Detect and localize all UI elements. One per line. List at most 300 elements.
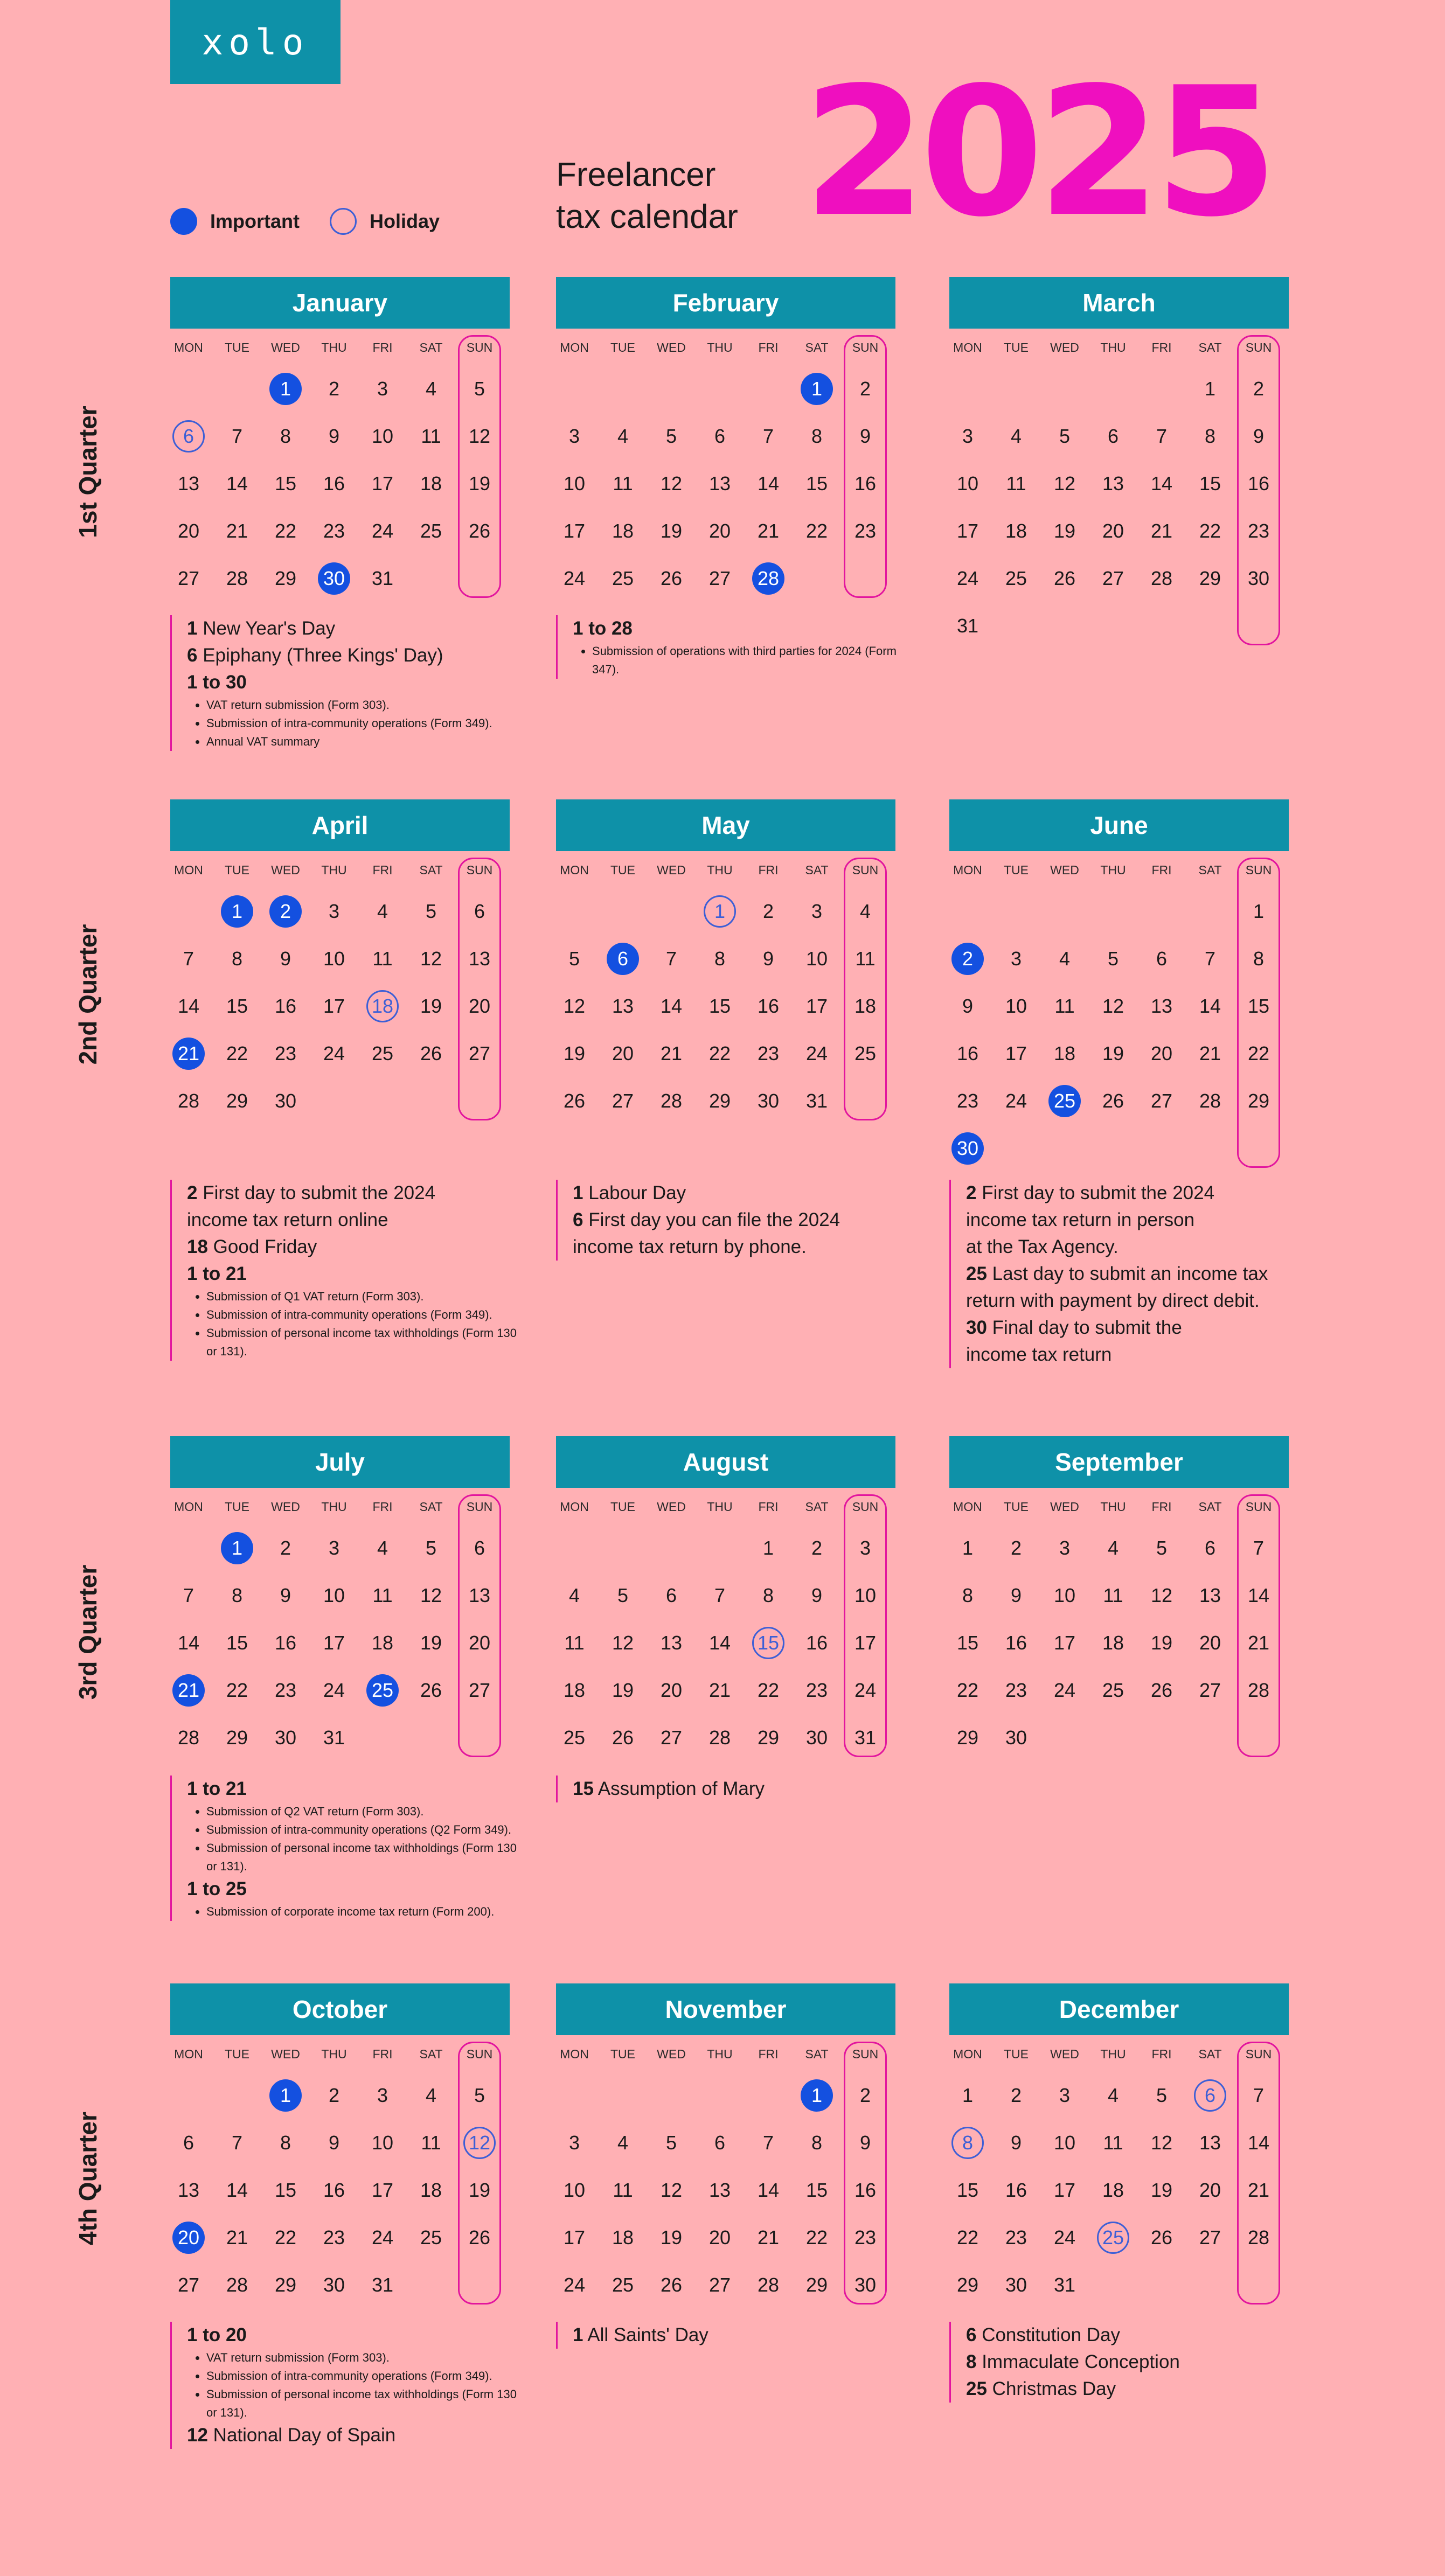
day-cell[interactable]: 27 [612,1090,634,1112]
day-cell[interactable]: 15 [805,2179,828,2201]
day-cell[interactable]: 24 [323,1042,345,1064]
day-cell[interactable]: 6 [1204,1537,1216,1559]
day-cell[interactable]: 17 [563,2226,586,2248]
day-cell[interactable]: 23 [1005,1679,1027,1701]
day-cell[interactable]: 22 [274,520,297,542]
day-cell[interactable]: 23 [323,520,345,542]
day-cell[interactable]: 20 [468,1632,491,1654]
day-cell[interactable]: 2 [1010,1537,1022,1559]
day-cell[interactable]: 7 [762,425,774,447]
day-cell[interactable]: 24 [371,2226,394,2248]
day-cell[interactable]: 4 [1059,948,1071,970]
day-cell[interactable]: 20 [1199,1632,1221,1654]
day-cell[interactable]: 9 [962,995,974,1017]
day-cell[interactable]: 21 [757,2226,780,2248]
day-cell[interactable]: 28 [177,1090,200,1112]
day-cell[interactable]: 2 [762,900,774,922]
day-cell[interactable]: 2 [859,378,871,400]
day-cell[interactable]: 14 [226,472,248,495]
day-cell[interactable]: 14 [177,995,200,1017]
day-cell[interactable]: 29 [805,2274,828,2296]
day-cell[interactable]: 21 [226,2226,248,2248]
day-cell[interactable]: 8 [762,1584,774,1606]
day-cell[interactable]: 4 [1107,1537,1119,1559]
day-cell[interactable]: 10 [371,2132,394,2154]
day-cell[interactable]: 10 [563,472,586,495]
day-cell[interactable]: 9 [280,948,291,970]
day-cell[interactable]: 16 [1005,1632,1027,1654]
day-cell[interactable]: 15 [226,995,248,1017]
holiday-day-cell[interactable]: 6 [1194,2079,1226,2112]
day-cell[interactable]: 6 [1107,425,1119,447]
day-cell[interactable]: 3 [568,2132,580,2154]
day-cell[interactable]: 22 [956,1679,979,1701]
day-cell[interactable]: 11 [372,1584,393,1606]
day-cell[interactable]: 5 [1059,425,1071,447]
day-cell[interactable]: 13 [1199,2132,1221,2154]
day-cell[interactable]: 17 [323,1632,345,1654]
day-cell[interactable]: 8 [280,425,291,447]
day-cell[interactable]: 16 [757,995,780,1017]
day-cell[interactable]: 28 [177,1726,200,1749]
day-cell[interactable]: 30 [805,1726,828,1749]
day-cell[interactable]: 19 [563,1042,586,1064]
day-cell[interactable]: 9 [328,2132,340,2154]
day-cell[interactable]: 10 [323,1584,345,1606]
day-cell[interactable]: 21 [1150,520,1173,542]
day-cell[interactable]: 3 [1059,2084,1071,2106]
important-day-cell[interactable]: 6 [607,943,639,975]
day-cell[interactable]: 3 [1010,948,1022,970]
day-cell[interactable]: 25 [420,520,442,542]
day-cell[interactable]: 18 [420,472,442,495]
day-cell[interactable]: 20 [612,1042,634,1064]
holiday-day-cell[interactable]: 8 [951,2127,984,2159]
day-cell[interactable]: 23 [1005,2226,1027,2248]
day-cell[interactable]: 17 [371,2179,394,2201]
day-cell[interactable]: 14 [1247,2132,1270,2154]
day-cell[interactable]: 31 [371,567,394,589]
day-cell[interactable]: 2 [859,2084,871,2106]
day-cell[interactable]: 3 [811,900,823,922]
day-cell[interactable]: 24 [563,567,586,589]
day-cell[interactable]: 13 [1199,1584,1221,1606]
day-cell[interactable]: 17 [1053,1632,1076,1654]
day-cell[interactable]: 13 [468,1584,491,1606]
day-cell[interactable]: 23 [274,1679,297,1701]
day-cell[interactable]: 5 [568,948,580,970]
day-cell[interactable]: 17 [1053,2179,1076,2201]
day-cell[interactable]: 25 [1102,1679,1124,1701]
day-cell[interactable]: 5 [1156,2084,1168,2106]
day-cell[interactable]: 11 [1006,472,1026,495]
day-cell[interactable]: 16 [323,2179,345,2201]
important-day-cell[interactable]: 1 [221,895,253,928]
day-cell[interactable]: 12 [420,948,442,970]
important-day-cell[interactable]: 1 [801,373,833,405]
day-cell[interactable]: 24 [1053,1679,1076,1701]
day-cell[interactable]: 7 [714,1584,726,1606]
day-cell[interactable]: 26 [660,2274,683,2296]
day-cell[interactable]: 31 [854,1726,877,1749]
day-cell[interactable]: 10 [371,425,394,447]
day-cell[interactable]: 27 [1199,1679,1221,1701]
day-cell[interactable]: 9 [1253,425,1265,447]
day-cell[interactable]: 11 [372,948,393,970]
day-cell[interactable]: 6 [474,900,485,922]
day-cell[interactable]: 5 [617,1584,629,1606]
day-cell[interactable]: 21 [1247,1632,1270,1654]
day-cell[interactable]: 28 [708,1726,731,1749]
day-cell[interactable]: 24 [323,1679,345,1701]
day-cell[interactable]: 19 [420,1632,442,1654]
day-cell[interactable]: 7 [183,1584,194,1606]
day-cell[interactable]: 17 [1005,1042,1027,1064]
day-cell[interactable]: 14 [1247,1584,1270,1606]
day-cell[interactable]: 14 [226,2179,248,2201]
day-cell[interactable]: 30 [854,2274,877,2296]
day-cell[interactable]: 31 [805,1090,828,1112]
day-cell[interactable]: 20 [177,520,200,542]
day-cell[interactable]: 25 [563,1726,586,1749]
day-cell[interactable]: 15 [226,1632,248,1654]
day-cell[interactable]: 14 [1199,995,1221,1017]
day-cell[interactable]: 30 [274,1726,297,1749]
day-cell[interactable]: 22 [805,2226,828,2248]
day-cell[interactable]: 14 [177,1632,200,1654]
day-cell[interactable]: 18 [371,1632,394,1654]
day-cell[interactable]: 27 [177,2274,200,2296]
day-cell[interactable]: 21 [1199,1042,1221,1064]
day-cell[interactable]: 2 [1010,2084,1022,2106]
day-cell[interactable]: 18 [1005,520,1027,542]
day-cell[interactable]: 2 [328,2084,340,2106]
day-cell[interactable]: 17 [805,995,828,1017]
day-cell[interactable]: 23 [956,1090,979,1112]
day-cell[interactable]: 15 [956,2179,979,2201]
important-day-cell[interactable]: 1 [801,2079,833,2112]
day-cell[interactable]: 29 [1247,1090,1270,1112]
day-cell[interactable]: 3 [568,425,580,447]
day-cell[interactable]: 10 [1005,995,1027,1017]
day-cell[interactable]: 24 [371,520,394,542]
day-cell[interactable]: 6 [1156,948,1168,970]
xolo-logo[interactable]: xolo [170,0,341,84]
day-cell[interactable]: 16 [805,1632,828,1654]
day-cell[interactable]: 6 [714,2132,726,2154]
day-cell[interactable]: 3 [377,2084,388,2106]
day-cell[interactable]: 28 [757,2274,780,2296]
important-day-cell[interactable]: 2 [951,943,984,975]
day-cell[interactable]: 7 [231,425,243,447]
day-cell[interactable]: 17 [371,472,394,495]
day-cell[interactable]: 11 [613,472,633,495]
day-cell[interactable]: 18 [612,520,634,542]
day-cell[interactable]: 2 [328,378,340,400]
day-cell[interactable]: 24 [956,567,979,589]
day-cell[interactable]: 8 [231,948,243,970]
day-cell[interactable]: 8 [811,425,823,447]
day-cell[interactable]: 29 [274,2274,297,2296]
day-cell[interactable]: 10 [323,948,345,970]
day-cell[interactable]: 15 [805,472,828,495]
day-cell[interactable]: 17 [854,1632,877,1654]
day-cell[interactable]: 25 [1005,567,1027,589]
day-cell[interactable]: 28 [660,1090,683,1112]
day-cell[interactable]: 5 [1107,948,1119,970]
day-cell[interactable]: 9 [1010,1584,1022,1606]
day-cell[interactable]: 2 [811,1537,823,1559]
important-day-cell[interactable]: 20 [172,2222,205,2254]
day-cell[interactable]: 19 [660,520,683,542]
day-cell[interactable]: 14 [660,995,683,1017]
day-cell[interactable]: 26 [468,520,491,542]
day-cell[interactable]: 15 [274,472,297,495]
day-cell[interactable]: 9 [280,1584,291,1606]
day-cell[interactable]: 14 [1150,472,1173,495]
day-cell[interactable]: 25 [420,2226,442,2248]
day-cell[interactable]: 10 [956,472,979,495]
day-cell[interactable]: 27 [468,1679,491,1701]
day-cell[interactable]: 9 [1010,2132,1022,2154]
day-cell[interactable]: 10 [563,2179,586,2201]
day-cell[interactable]: 3 [1059,1537,1071,1559]
holiday-day-cell[interactable]: 18 [366,990,399,1022]
important-day-cell[interactable]: 21 [172,1674,205,1707]
day-cell[interactable]: 16 [854,472,877,495]
day-cell[interactable]: 8 [1253,948,1265,970]
day-cell[interactable]: 26 [1102,1090,1124,1112]
day-cell[interactable]: 28 [226,567,248,589]
day-cell[interactable]: 23 [323,2226,345,2248]
day-cell[interactable]: 4 [377,900,388,922]
day-cell[interactable]: 19 [612,1679,634,1701]
day-cell[interactable]: 30 [1247,567,1270,589]
holiday-day-cell[interactable]: 6 [172,420,205,452]
day-cell[interactable]: 4 [568,1584,580,1606]
day-cell[interactable]: 11 [421,2132,441,2154]
day-cell[interactable]: 4 [1010,425,1022,447]
day-cell[interactable]: 5 [474,378,485,400]
day-cell[interactable]: 23 [274,1042,297,1064]
day-cell[interactable]: 25 [612,2274,634,2296]
day-cell[interactable]: 6 [183,2132,194,2154]
day-cell[interactable]: 11 [1103,1584,1123,1606]
day-cell[interactable]: 20 [708,520,731,542]
day-cell[interactable]: 12 [468,425,491,447]
day-cell[interactable]: 11 [1054,995,1075,1017]
day-cell[interactable]: 13 [177,2179,200,2201]
day-cell[interactable]: 9 [328,425,340,447]
day-cell[interactable]: 14 [757,2179,780,2201]
day-cell[interactable]: 5 [425,1537,437,1559]
day-cell[interactable]: 4 [425,2084,437,2106]
day-cell[interactable]: 20 [708,2226,731,2248]
day-cell[interactable]: 15 [1199,472,1221,495]
day-cell[interactable]: 18 [1053,1042,1076,1064]
day-cell[interactable]: 18 [420,2179,442,2201]
day-cell[interactable]: 11 [613,2179,633,2201]
day-cell[interactable]: 25 [612,567,634,589]
day-cell[interactable]: 27 [708,567,731,589]
day-cell[interactable]: 27 [660,1726,683,1749]
day-cell[interactable]: 1 [1253,900,1265,922]
day-cell[interactable]: 19 [1102,1042,1124,1064]
day-cell[interactable]: 7 [665,948,677,970]
day-cell[interactable]: 30 [274,1090,297,1112]
day-cell[interactable]: 15 [956,1632,979,1654]
day-cell[interactable]: 21 [660,1042,683,1064]
day-cell[interactable]: 26 [660,567,683,589]
day-cell[interactable]: 20 [1199,2179,1221,2201]
day-cell[interactable]: 28 [1247,2226,1270,2248]
day-cell[interactable]: 21 [757,520,780,542]
day-cell[interactable]: 13 [612,995,634,1017]
day-cell[interactable]: 11 [564,1632,585,1654]
day-cell[interactable]: 16 [274,995,297,1017]
day-cell[interactable]: 13 [708,2179,731,2201]
day-cell[interactable]: 30 [323,2274,345,2296]
day-cell[interactable]: 28 [1150,567,1173,589]
day-cell[interactable]: 25 [371,1042,394,1064]
day-cell[interactable]: 26 [420,1042,442,1064]
important-day-cell[interactable]: 25 [366,1674,399,1707]
day-cell[interactable]: 4 [617,425,629,447]
day-cell[interactable]: 29 [956,2274,979,2296]
day-cell[interactable]: 8 [280,2132,291,2154]
day-cell[interactable]: 7 [1156,425,1168,447]
day-cell[interactable]: 10 [1053,2132,1076,2154]
day-cell[interactable]: 28 [1247,1679,1270,1701]
important-day-cell[interactable]: 1 [269,373,302,405]
day-cell[interactable]: 13 [1102,472,1124,495]
day-cell[interactable]: 4 [425,378,437,400]
day-cell[interactable]: 12 [1053,472,1076,495]
day-cell[interactable]: 23 [854,2226,877,2248]
day-cell[interactable]: 29 [1199,567,1221,589]
day-cell[interactable]: 19 [420,995,442,1017]
day-cell[interactable]: 18 [1102,1632,1124,1654]
day-cell[interactable]: 29 [226,1726,248,1749]
important-day-cell[interactable]: 1 [221,1532,253,1564]
day-cell[interactable]: 23 [854,520,877,542]
day-cell[interactable]: 12 [420,1584,442,1606]
day-cell[interactable]: 7 [1253,1537,1265,1559]
day-cell[interactable]: 29 [274,567,297,589]
day-cell[interactable]: 24 [563,2274,586,2296]
day-cell[interactable]: 26 [1053,567,1076,589]
day-cell[interactable]: 29 [956,1726,979,1749]
day-cell[interactable]: 8 [962,1584,974,1606]
day-cell[interactable]: 3 [328,900,340,922]
holiday-day-cell[interactable]: 25 [1097,2222,1129,2254]
day-cell[interactable]: 12 [660,472,683,495]
day-cell[interactable]: 26 [420,1679,442,1701]
day-cell[interactable]: 18 [854,995,877,1017]
day-cell[interactable]: 23 [805,1679,828,1701]
day-cell[interactable]: 12 [1102,995,1124,1017]
day-cell[interactable]: 4 [617,2132,629,2154]
day-cell[interactable]: 5 [1156,1537,1168,1559]
day-cell[interactable]: 27 [177,567,200,589]
day-cell[interactable]: 16 [274,1632,297,1654]
day-cell[interactable]: 1 [762,1537,774,1559]
day-cell[interactable]: 27 [1199,2226,1221,2248]
day-cell[interactable]: 5 [474,2084,485,2106]
day-cell[interactable]: 8 [1204,425,1216,447]
day-cell[interactable]: 2 [280,1537,291,1559]
day-cell[interactable]: 16 [1005,2179,1027,2201]
day-cell[interactable]: 9 [859,2132,871,2154]
day-cell[interactable]: 2 [1253,378,1265,400]
day-cell[interactable]: 8 [714,948,726,970]
day-cell[interactable]: 17 [323,995,345,1017]
important-day-cell[interactable]: 1 [269,2079,302,2112]
day-cell[interactable]: 19 [1150,1632,1173,1654]
day-cell[interactable]: 16 [854,2179,877,2201]
day-cell[interactable]: 15 [274,2179,297,2201]
day-cell[interactable]: 20 [468,995,491,1017]
day-cell[interactable]: 12 [1150,2132,1173,2154]
day-cell[interactable]: 1 [962,2084,974,2106]
day-cell[interactable]: 31 [371,2274,394,2296]
day-cell[interactable]: 19 [1150,2179,1173,2201]
day-cell[interactable]: 3 [962,425,974,447]
day-cell[interactable]: 26 [612,1726,634,1749]
day-cell[interactable]: 27 [1102,567,1124,589]
day-cell[interactable]: 28 [226,2274,248,2296]
day-cell[interactable]: 22 [226,1679,248,1701]
day-cell[interactable]: 8 [811,2132,823,2154]
day-cell[interactable]: 9 [762,948,774,970]
day-cell[interactable]: 16 [956,1042,979,1064]
day-cell[interactable]: 28 [1199,1090,1221,1112]
day-cell[interactable]: 19 [468,472,491,495]
day-cell[interactable]: 8 [231,1584,243,1606]
day-cell[interactable]: 31 [323,1726,345,1749]
day-cell[interactable]: 24 [1005,1090,1027,1112]
day-cell[interactable]: 5 [665,425,677,447]
day-cell[interactable]: 23 [1247,520,1270,542]
day-cell[interactable]: 9 [811,1584,823,1606]
day-cell[interactable]: 18 [563,1679,586,1701]
day-cell[interactable]: 12 [612,1632,634,1654]
day-cell[interactable]: 4 [1107,2084,1119,2106]
day-cell[interactable]: 7 [762,2132,774,2154]
day-cell[interactable]: 22 [1199,520,1221,542]
day-cell[interactable]: 26 [1150,1679,1173,1701]
day-cell[interactable]: 11 [1103,2132,1123,2154]
day-cell[interactable]: 7 [231,2132,243,2154]
day-cell[interactable]: 19 [660,2226,683,2248]
day-cell[interactable]: 7 [183,948,194,970]
day-cell[interactable]: 17 [956,520,979,542]
day-cell[interactable]: 24 [805,1042,828,1064]
day-cell[interactable]: 26 [563,1090,586,1112]
day-cell[interactable]: 20 [660,1679,683,1701]
day-cell[interactable]: 17 [563,520,586,542]
day-cell[interactable]: 27 [468,1042,491,1064]
day-cell[interactable]: 22 [274,2226,297,2248]
day-cell[interactable]: 26 [468,2226,491,2248]
day-cell[interactable]: 25 [854,1042,877,1064]
day-cell[interactable]: 22 [708,1042,731,1064]
day-cell[interactable]: 29 [757,1726,780,1749]
day-cell[interactable]: 14 [708,1632,731,1654]
day-cell[interactable]: 30 [1005,1726,1027,1749]
important-day-cell[interactable]: 25 [1048,1085,1081,1117]
day-cell[interactable]: 12 [660,2179,683,2201]
